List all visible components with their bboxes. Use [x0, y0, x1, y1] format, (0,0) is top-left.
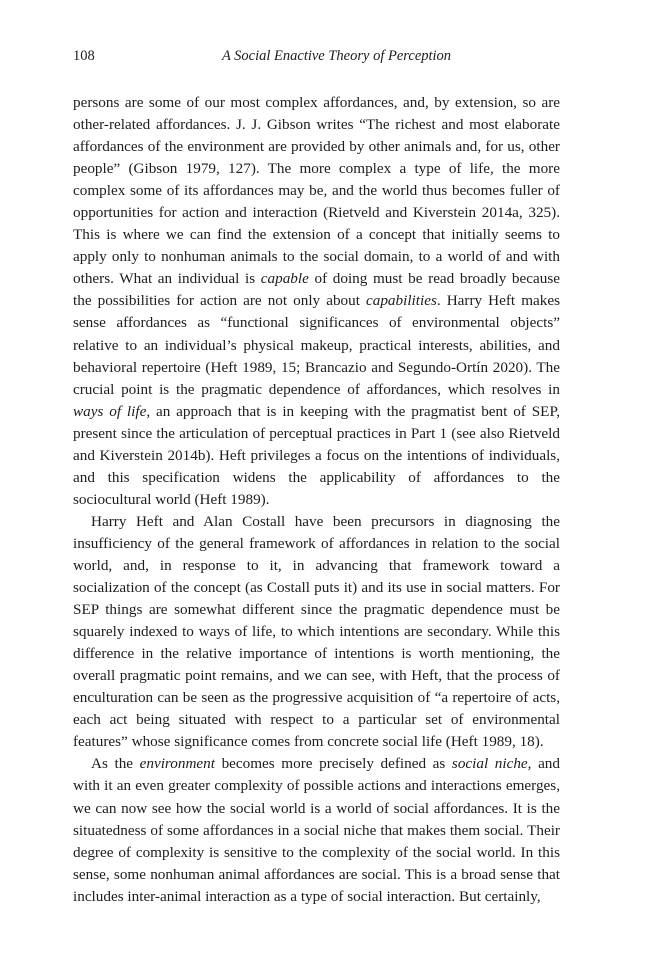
- running-title: A Social Enactive Theory of Perception: [221, 48, 452, 64]
- italic-term-ways-of-life: ways of life: [73, 402, 147, 420]
- text-run: Harry Heft and Alan Costall have been precursors in diagnosing the insufficiency of the general framework of affordances in relation to the social world, and, in response to it, in advancing that framework toward a socialization of the concept (as Costall puts it) and its use in social matters. For SEP things are somewhat different since the pragmatic dependence must be squarely indexed to ways of life, to which intentions are secondary. While this difference in the relative importance of intentions is worth mentioning, the overall pragmatic point remains, and we can see, with Heft, that the process of enculturation can be seen as the progressive acquisition of “a repertoire of acts, each act being situated with respect to a particular set of environmental features” whose significance comes from concrete social life (Heft 1989, 18).: [73, 512, 560, 751]
- text-run: . Harry Heft makes sense affordances as “functional significances of environmental objects” relative to an individual’s physical makeup, practical interests, abilities, and behavioral repertoire (Heft 1989, 15; Brancazio and Segundo-Ortín 2020). The crucial point is the pragmatic dependence of affordances, which resolves in: [73, 292, 560, 398]
- body-text: [73, 92, 560, 908]
- text-run: As the: [91, 755, 140, 773]
- paragraph-1: [73, 92, 560, 511]
- text-run: of doing must be read broadly because the possibilities for action are not only about: [73, 270, 560, 310]
- italic-term-environment: environment: [139, 755, 215, 773]
- text-run: , and with it an even greater complexity of possible actions and interactions emerges, we can now see how the social world is a world of social affordances. It is the situatedness of some affordances in a social niche that makes them social. Their degree of complexity is sensitive to the complexity of the social world. In this sense, some nonhuman animal affordances are social. This is a broad sense that includes inter-animal interaction as a type of social interaction. But certainly,: [73, 755, 560, 905]
- page-number: 108: [73, 48, 95, 64]
- text-run: , an approach that is in keeping with the pragmatist bent of SEP, present since the articulation of perceptual practices in Part 1 (see also Rietveld and Kiverstein 2014b). Heft privileges a focus on the intentions of individuals, and this specification widens the applicability of affordances to the sociocultural world (Heft 1989).: [73, 402, 561, 508]
- italic-term-capabilities: capabilities: [365, 292, 437, 310]
- text-run: persons are some of our most complex affordances, and, by extension, so are other-related affordances. J. J. Gibson writes “The richest and most elaborate affordances of the environment are provided by other animals and, for us, other people” (Gibson 1979, 127). The more complex a type of life, the more complex some of its affordances may be, and the world thus becomes fuller of opportunities for action and interaction (Rietveld and Kiverstein 2014a, 325). This is where we can find the extension of a concept that initially seems to apply only to nonhuman animals to the social domain, to a world of and with others. What an individual is: [73, 94, 560, 288]
- italic-term-capable: capable: [260, 270, 309, 288]
- paragraph-3: [73, 753, 560, 907]
- paragraph-2: [73, 511, 560, 754]
- text-run: becomes more precisely defined as: [214, 755, 452, 773]
- italic-term-social-niche: social niche: [451, 755, 528, 773]
